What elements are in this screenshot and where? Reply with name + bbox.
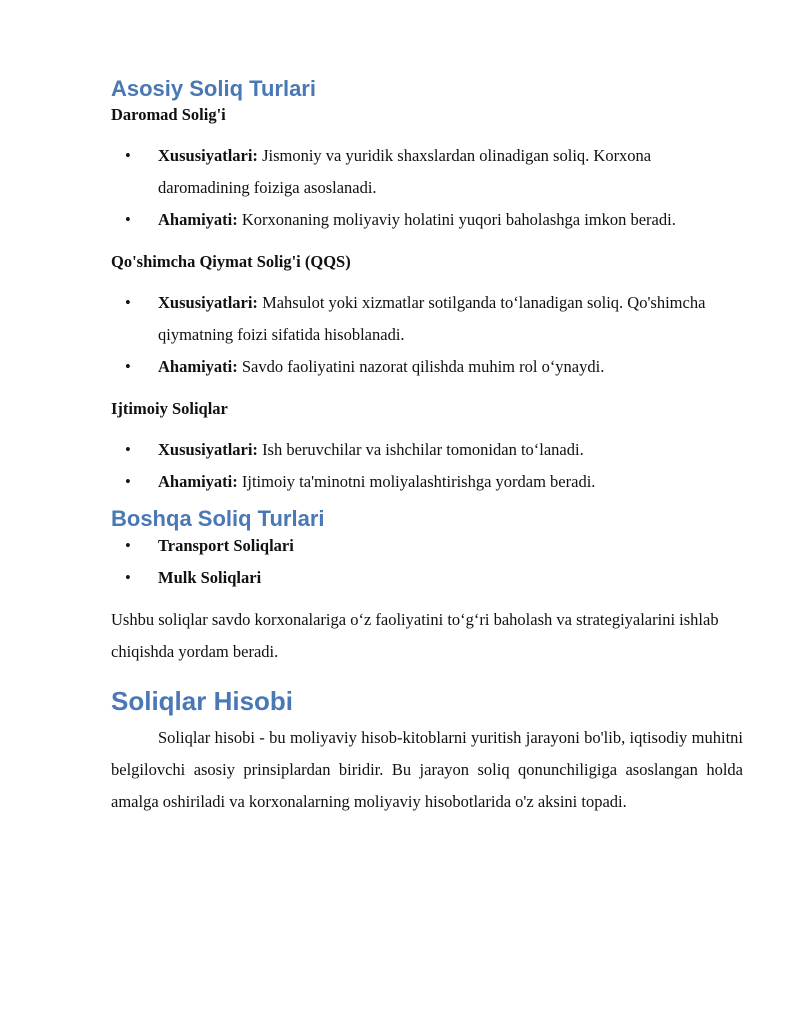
subsection-title-daromad: Daromad Solig'i xyxy=(111,105,226,124)
item-text: Mahsulot yoki xizmatlar sotilganda to‘lanadigan soliq. Qo'shimcha qiymatning foizi sifatida hisoblanadi. xyxy=(158,293,706,344)
section-title-hisob: Soliqlar Hisobi xyxy=(111,686,294,716)
item-label: Xususiyatlari: xyxy=(158,293,258,312)
list-item xyxy=(111,530,743,562)
bullet: • xyxy=(125,210,131,229)
item-text: Ish beruvchilar va ishchilar tomonidan to‘lanadi. xyxy=(262,440,584,459)
item-text: Jismoniy va yuridik shaxslardan olinadigan soliq. Korxona daromadining foiziga asoslanadi. xyxy=(158,146,652,197)
list-item xyxy=(111,562,743,594)
document-page xyxy=(111,72,743,818)
list-item xyxy=(111,351,743,383)
ijtimoiy-list xyxy=(111,434,743,498)
bullet: • xyxy=(125,440,131,459)
boshqa-paragraph: Ushbu soliqlar savdo korxonalariga o‘z faoliyatini to‘g‘ri baholash va strategiyalarini ishlab chiqishda yordam beradi. xyxy=(111,610,719,661)
section-title-boshqa: Boshqa Soliq Turlari xyxy=(111,506,325,531)
boshqa-list xyxy=(111,530,743,594)
bullet: • xyxy=(125,146,131,165)
section-title-asosiy: Asosiy Soliq Turlari xyxy=(111,76,316,101)
hisob-paragraph: Soliqlar hisobi - bu moliyaviy hisob-kitoblarni yuritish jarayoni bo'lib, iqtisodiy muhitni belgilovchi asosiy prinsiplardan biridir. Bu jarayon soliq qonunchiligiga asoslangan holda amalga oshiriladi va korxonalarning moliyaviy hisobotlarida o'z aksini topadi. xyxy=(111,728,743,811)
item-text: Ijtimoiy ta'minotni moliyalashtirishga yordam beradi. xyxy=(241,472,596,491)
item-label: Transport Soliqlari xyxy=(158,536,294,555)
item-label: Xususiyatlari: xyxy=(158,440,258,459)
list-item xyxy=(111,466,743,498)
subsection-title-ijtimoiy: Ijtimoiy Soliqlar xyxy=(111,399,228,418)
list-item xyxy=(111,287,743,351)
subsection-title-qqs: Qo'shimcha Qiymat Solig'i (QQS) xyxy=(111,252,351,271)
item-label: Ahamiyati: xyxy=(158,472,238,491)
bullet: • xyxy=(125,568,131,587)
list-item xyxy=(111,434,743,466)
daromad-list xyxy=(111,140,743,236)
list-item xyxy=(111,140,743,204)
qqs-list xyxy=(111,287,743,383)
item-label: Ahamiyati: xyxy=(158,357,238,376)
bullet: • xyxy=(125,357,131,376)
bullet: • xyxy=(125,472,131,491)
item-label: Mulk Soliqlari xyxy=(158,568,262,587)
item-text: Korxonaning moliyaviy holatini yuqori baholashga imkon beradi. xyxy=(241,210,676,229)
bullet: • xyxy=(125,293,131,312)
bullet: • xyxy=(125,536,131,555)
item-label: Ahamiyati: xyxy=(158,210,238,229)
item-text: Savdo faoliyatini nazorat qilishda muhim rol o‘ynaydi. xyxy=(241,357,605,376)
list-item xyxy=(111,204,743,236)
item-label: Xususiyatlari: xyxy=(158,146,258,165)
